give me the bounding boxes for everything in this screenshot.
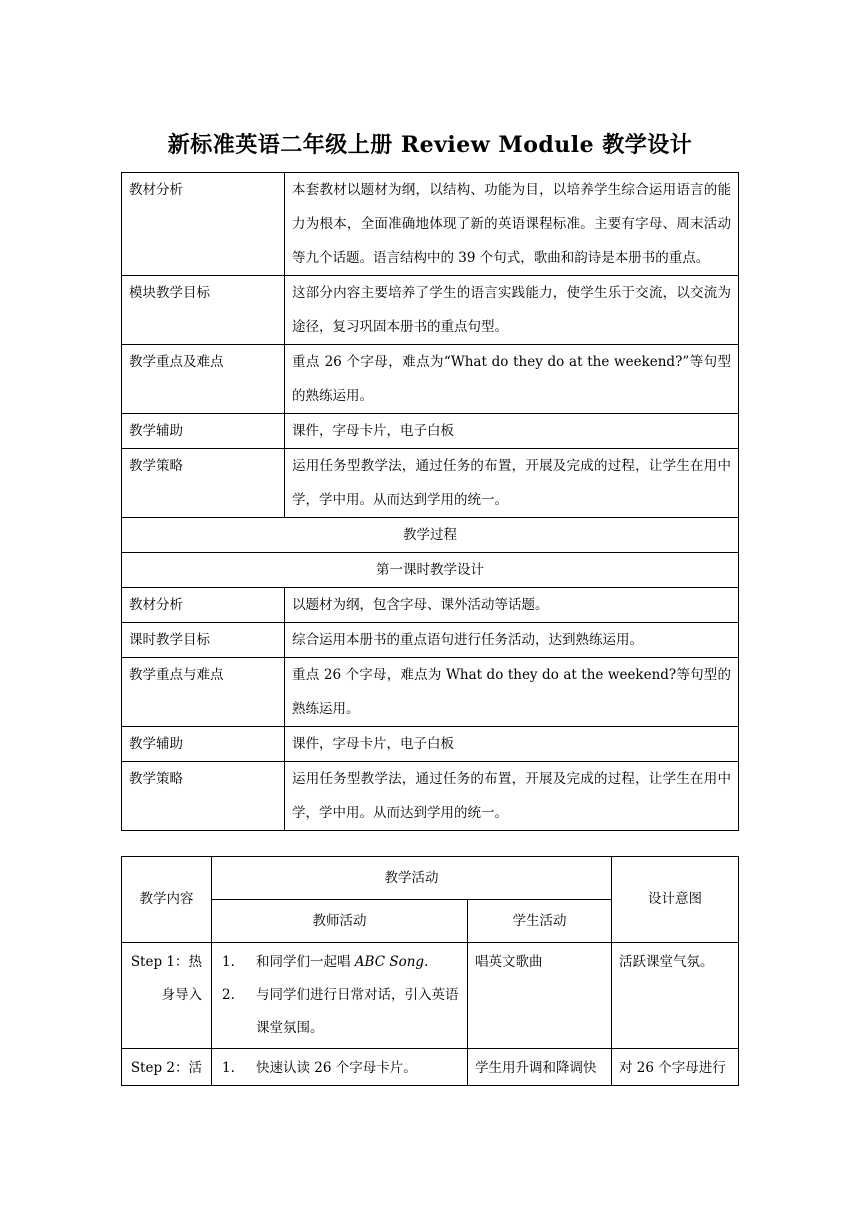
lesson-heading: 第一课时教学设计 bbox=[122, 553, 739, 588]
row-value: 以题材为纲，包含字母、课外活动等话题。 bbox=[285, 588, 739, 623]
teacher-activity-list bbox=[219, 1052, 460, 1085]
row-value: 综合运用本册书的重点语句进行任务活动，达到熟练运用。 bbox=[285, 623, 739, 658]
table-row bbox=[122, 173, 739, 276]
activities-table bbox=[121, 856, 739, 1086]
table-row bbox=[122, 449, 739, 518]
row-value: 重点 26 个字母，难点为“What do they do at the weekend?”等句型的熟练运用。 bbox=[285, 345, 739, 414]
table-header-row bbox=[122, 857, 739, 900]
row-value: 运用任务型教学法，通过任务的布置，开展及完成的过程，让学生在用中学，学中用。从而达到学用的统一。 bbox=[285, 762, 739, 831]
song-title: ABC Song bbox=[354, 954, 425, 970]
student-activity: 唱英文歌曲 bbox=[468, 943, 612, 1049]
table-row bbox=[122, 518, 739, 553]
content-header: 教学内容 bbox=[122, 857, 212, 943]
activity-header: 教学活动 bbox=[212, 857, 612, 900]
table-row bbox=[122, 553, 739, 588]
row-label: 教学重点与难点 bbox=[122, 658, 285, 727]
row-label: 教学辅助 bbox=[122, 414, 285, 449]
table-row bbox=[122, 414, 739, 449]
row-label: 教材分析 bbox=[122, 173, 285, 276]
table-row bbox=[122, 727, 739, 762]
item-text: 与同学们进行日常对话，引入英语课堂氛围。 bbox=[256, 987, 459, 1036]
row-value: 重点 26 个字母，难点为 What do they do at the weekend?等句型的熟练运用。 bbox=[285, 658, 739, 727]
row-value: 课件，字母卡片，电子白板 bbox=[285, 727, 739, 762]
module-design-table bbox=[121, 172, 739, 831]
page-title: 新标准英语二年级上册 Review Module 教学设计 bbox=[167, 132, 693, 158]
list-item bbox=[219, 946, 460, 979]
row-value: 本套教材以题材为纲，以结构、功能为目，以培养学生综合运用语言的能力为根本，全面准确地体现了新的英语课程标准。主要有字母、周末活动等九个话题。语言结构中的 39 个句式，歌曲和韵诗是本册书的重点。 bbox=[285, 173, 739, 276]
table-row bbox=[122, 623, 739, 658]
table-row bbox=[122, 658, 739, 727]
row-label: 教学策略 bbox=[122, 762, 285, 831]
table-row bbox=[122, 588, 739, 623]
student-activity: 学生用升调和降调快 bbox=[468, 1049, 612, 1086]
row-label: 教学策略 bbox=[122, 449, 285, 518]
list-item bbox=[219, 1052, 460, 1085]
row-value: 课件，字母卡片，电子白板 bbox=[285, 414, 739, 449]
row-label: 教学辅助 bbox=[122, 727, 285, 762]
item-text: 和同学们一起唱 bbox=[256, 954, 355, 970]
item-text-end: . bbox=[424, 954, 429, 970]
table-row bbox=[122, 943, 739, 1049]
row-value: 这部分内容主要培养了学生的语言实践能力，使学生乐于交流，以交流为途径，复习巩固本册书的重点句型。 bbox=[285, 276, 739, 345]
item-text: 快速认读 26 个字母卡片。 bbox=[256, 1060, 417, 1076]
row-label: 模块教学目标 bbox=[122, 276, 285, 345]
table-row bbox=[122, 276, 739, 345]
table-row bbox=[122, 1049, 739, 1086]
step-label: Step 2：活 bbox=[122, 1049, 212, 1086]
intent-header: 设计意图 bbox=[612, 857, 739, 943]
row-label: 教学重点及难点 bbox=[122, 345, 285, 414]
item-number: 1. bbox=[222, 1060, 235, 1076]
list-item bbox=[219, 979, 460, 1045]
teacher-header: 教师活动 bbox=[212, 900, 468, 943]
design-intent: 活跃课堂气氛。 bbox=[612, 943, 739, 1049]
row-value: 运用任务型教学法，通过任务的布置，开展及完成的过程，让学生在用中学，学中用。从而达到学用的统一。 bbox=[285, 449, 739, 518]
item-number: 2. bbox=[222, 987, 235, 1003]
teacher-activity-cell bbox=[212, 1049, 468, 1086]
design-intent: 对 26 个字母进行 bbox=[612, 1049, 739, 1086]
step-label: Step 1：热身导入 bbox=[122, 943, 212, 1049]
process-heading: 教学过程 bbox=[122, 518, 739, 553]
teacher-activity-list bbox=[219, 946, 460, 1045]
table-row bbox=[122, 345, 739, 414]
item-number: 1. bbox=[222, 954, 235, 970]
row-label: 教材分析 bbox=[122, 588, 285, 623]
teacher-activity-cell bbox=[212, 943, 468, 1049]
table-row bbox=[122, 762, 739, 831]
student-header: 学生活动 bbox=[468, 900, 612, 943]
row-label: 课时教学目标 bbox=[122, 623, 285, 658]
